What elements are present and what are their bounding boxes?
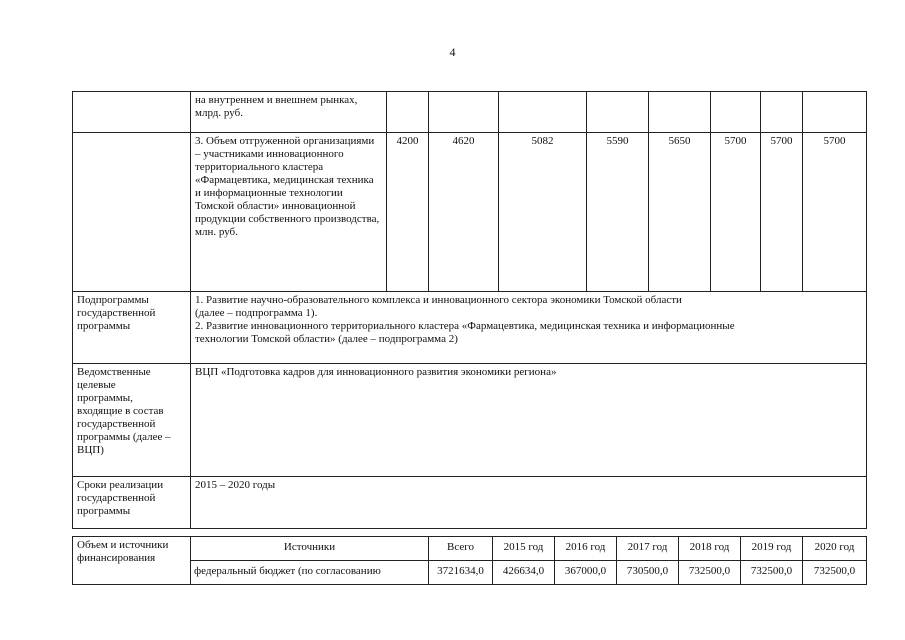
column-header: Всего	[429, 537, 493, 561]
column-header: Источники	[191, 537, 429, 561]
passport-table	[72, 291, 867, 529]
indicator-value: 5650	[649, 133, 711, 292]
column-header: 2018 год	[679, 537, 741, 561]
amount-cell: 732500,0	[803, 561, 867, 585]
table-row	[73, 364, 867, 477]
indicator-3-text: 3. Объем отгруженной организациями – участниками инновационного территориального кластера «Фармацевтика, медицинская техника и информационные технологии Томской области» инновационной продукции собственного производства, млн. руб.	[191, 133, 387, 292]
column-header: 2016 год	[555, 537, 617, 561]
table-row	[73, 561, 867, 585]
source-label: федеральный бюджет (по согласованию	[191, 561, 429, 585]
column-header: 2017 год	[617, 537, 679, 561]
period-label: Сроки реализации государственной программы	[73, 477, 191, 529]
subprograms-text: 1. Развитие научно-образовательного комплекса и инновационного сектора экономики Томской области (далее – подпрограмма 1). 2. Развитие инновационного территориального кластера «Фармацевтика, медицинская техника и информационные технологии Томской области» (далее – подпрограмма 2)	[191, 292, 867, 364]
column-header: 2015 год	[493, 537, 555, 561]
table-row	[73, 92, 867, 133]
indicator-value: 5082	[499, 133, 587, 292]
indicator-value: 4620	[429, 133, 499, 292]
financing-label: Объем и источники финансирования	[73, 537, 191, 585]
column-header: 2019 год	[741, 537, 803, 561]
empty-cell	[73, 133, 191, 292]
amount-cell: 3721634,0	[429, 561, 493, 585]
amount-cell: 730500,0	[617, 561, 679, 585]
indicator-value: 5590	[587, 133, 649, 292]
amount-cell: 426634,0	[493, 561, 555, 585]
indicator-value: 4200	[387, 133, 429, 292]
indicators-table	[72, 91, 867, 292]
financing-table	[72, 536, 867, 585]
table-row	[73, 537, 867, 561]
vcp-label: Ведомственные целевые программы, входящие в состав государственной программы (далее – ВЦП)	[73, 364, 191, 477]
indicator-value: 5700	[803, 133, 867, 292]
table-row	[73, 133, 867, 292]
empty-cell	[73, 92, 191, 133]
table-row	[73, 477, 867, 529]
amount-cell: 732500,0	[741, 561, 803, 585]
page-number: 4	[449, 45, 456, 59]
amount-cell: 732500,0	[679, 561, 741, 585]
indicator-value: 5700	[761, 133, 803, 292]
column-header: 2020 год	[803, 537, 867, 561]
indicator-value: 5700	[711, 133, 761, 292]
amount-cell: 367000,0	[555, 561, 617, 585]
subprograms-label: Подпрограммы государственной программы	[73, 292, 191, 364]
indicator-prev-text: на внутреннем и внешнем рынках, млрд. руб.	[191, 92, 387, 133]
table-row	[73, 292, 867, 364]
period-text: 2015 – 2020 годы	[191, 477, 867, 529]
vcp-text: ВЦП «Подготовка кадров для инновационного развития экономики региона»	[191, 364, 867, 477]
